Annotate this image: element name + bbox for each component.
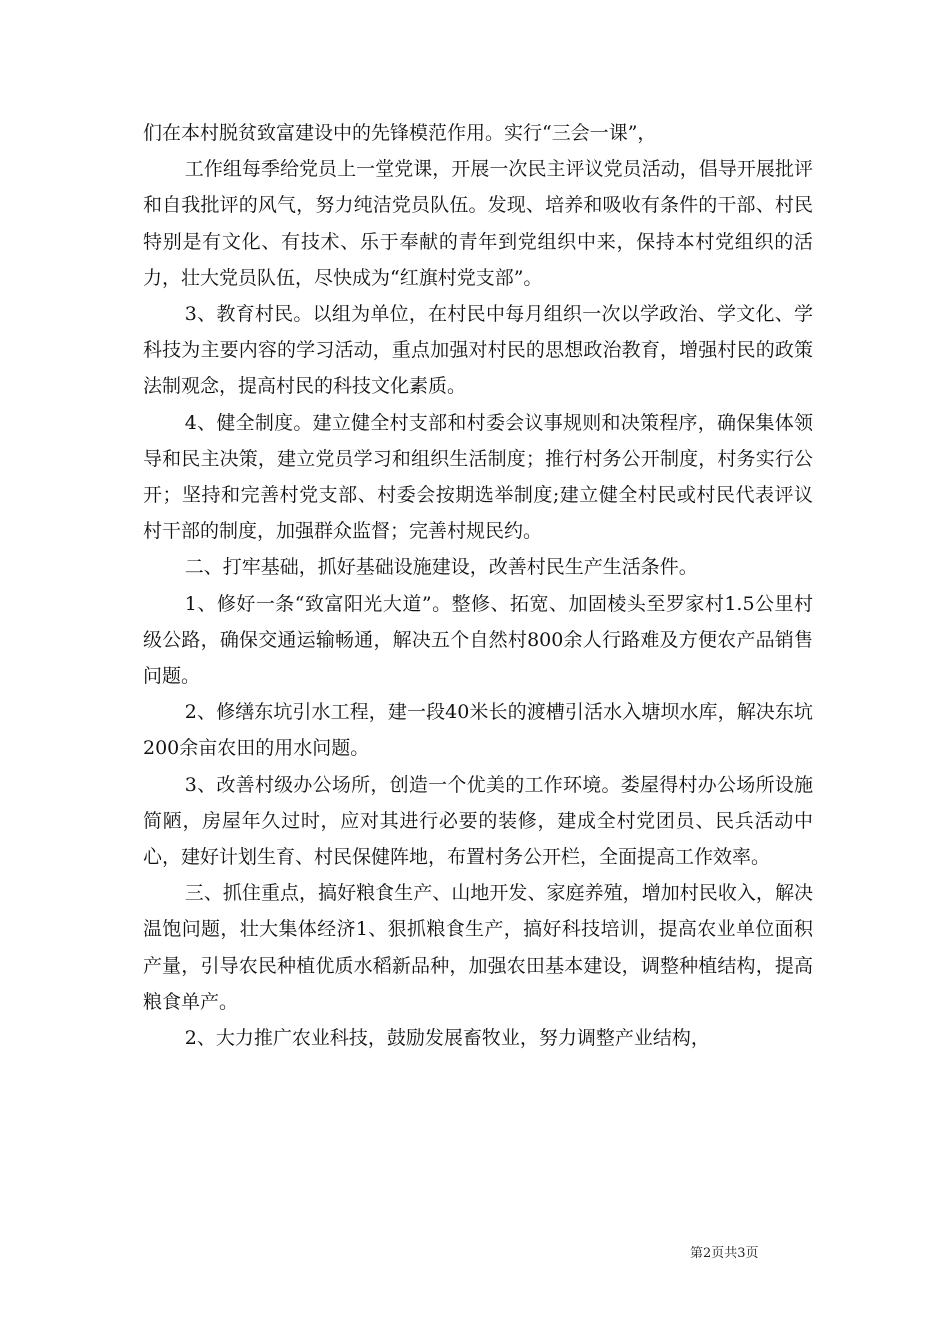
paragraph-office-improvement: 3、改善村级办公场所，创造一个优美的工作环境。娄屋得村办公场所设施简陋，房屋年久过时，应对其进行必要的装修，建成全村党团员、民兵活动中心，建好计划生育、村民保健阵地，布置村务公开栏，全面提高工作效率。 xyxy=(143,773,813,869)
paragraph-improve-system: 4、健全制度。建立健全村支部和村委会议事规则和决策程序，确保集体领导和民主决策，建立党员学习和组织生活制度；推行村务公开制度，村务实行公开；坚持和完善村党支部、村委会按期选举制度;建立健全村民或村民代表评议村干部的制度，加强群众监督；完善村规民约。 xyxy=(143,411,813,543)
paragraph-section-two-heading: 二、打牢基础，抓好基础设施建设，改善村民生产生活条件。 xyxy=(184,556,698,579)
page-number-footer: 第2页共3页 xyxy=(690,1246,759,1261)
paragraph-party-lessons: 工作组每季给党员上一堂党课，开展一次民主评议党员活动，倡导开展批评和自我批评的风气，努力纯洁党员队伍。发现、培养和吸收有条件的干部、村民特别是有文化、有技术、乐于奉献的青年到党组织中来，保持本村党组织的活力，壮大党员队伍，尽快成为“红旗村党支部”。 xyxy=(143,158,813,289)
document-body xyxy=(143,115,813,1056)
paragraph-agri-technology: 2、大力推广农业科技，鼓励发展畜牧业，努力调整产业结构， xyxy=(184,1027,710,1050)
paragraph-section-three: 三、抓住重点，搞好粮食生产、山地开发、家庭养殖，增加村民收入，解决温饱问题，壮大集体经济1、狠抓粮食生产，搞好科技培训，提高农业单位面积产量，引导农民种植优质水稻新品种，加强农田基本建设，调整种植结构，提高粮食单产。 xyxy=(143,882,813,1013)
paragraph-road-construction: 1、修好一条“致富阳光大道”。整修、拓宽、加固棱头至罗家村1.5公里村级公路，确保交通运输畅通，解决五个自然村800余人行路难及方便农产品销售问题。 xyxy=(143,592,813,688)
paragraph-continuation: 们在本村脱贫致富建设中的先锋模范作用。实行“三会一课”， xyxy=(143,122,657,144)
paragraph-educate-villagers: 3、教育村民。以组为单位，在村民中每月组织一次以学政治、学文化、学科技为主要内容的学习活动，重点加强对村民的思想政治教育，增强村民的政策法制观念，提高村民的科技文化素质。 xyxy=(143,303,813,398)
paragraph-water-project: 2、修缮东坑引水工程，建一段40米长的渡槽引活水入塘坝水库，解决东坑200余亩农田的用水问题。 xyxy=(143,701,813,760)
